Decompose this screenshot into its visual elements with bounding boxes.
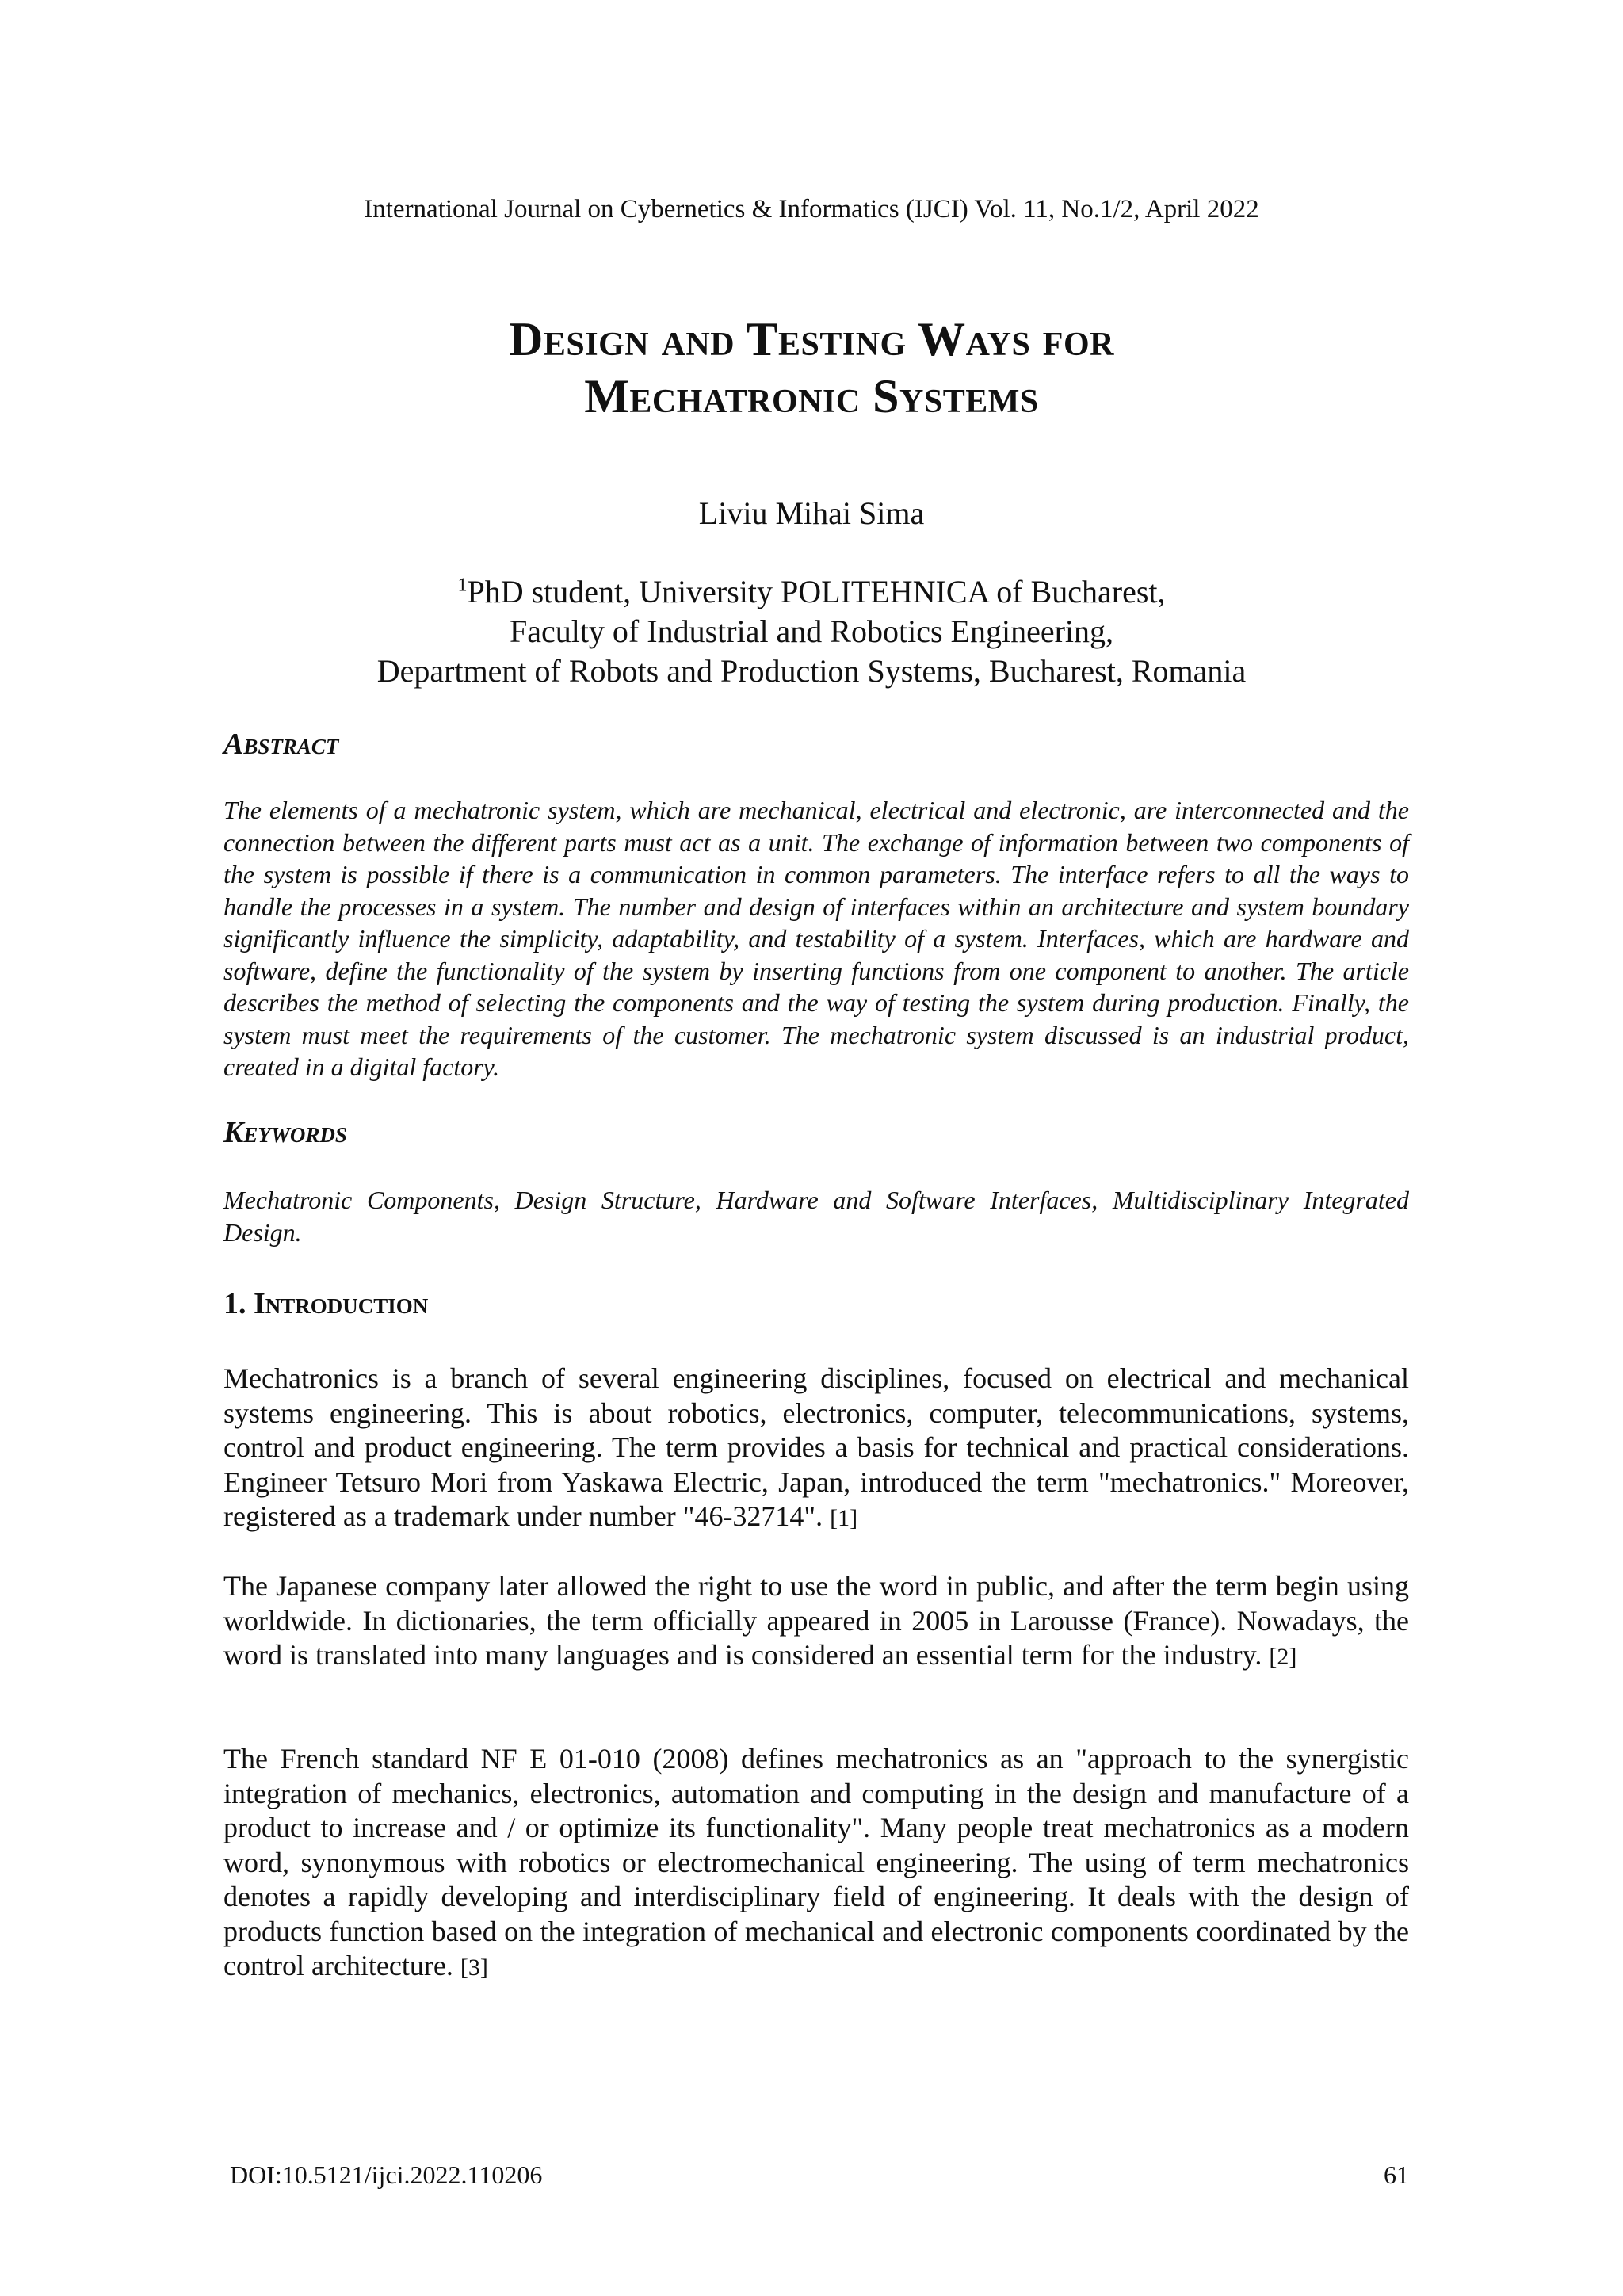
affiliation-line-3: Department of Robots and Production Systems, Bucharest, Romania	[376, 653, 1247, 689]
citation-3[interactable]: [3]	[460, 1954, 488, 1981]
intro-paragraph-3-text: The French standard NF E 01-010 (2008) defines mechatronics as an "approach to the synergistic integration of mechanics, electronics, automation and computing in the design and manufacture of a product to increase and / or optimize its functionality". Many people treat mechatronics as a modern word, synonymous with robotics or electromechanical engineering. The using of term mechatronics denotes a rapidly developing and interdisciplinary field of engineering. It deals with the design of products function based on the integration of mechanical and electronic components coordinated by the control architecture.	[223, 1743, 1409, 1981]
paper-title	[0, 311, 1623, 425]
running-header: International Journal on Cybernetics & Informatics (IJCI) Vol. 11, No.1/2, April 2022	[364, 195, 1259, 223]
page-number: 61	[1384, 2160, 1409, 2189]
title-line-2: Mechatronic Systems	[584, 370, 1039, 422]
intro-paragraph-3	[223, 1742, 1409, 1985]
affiliation-line-1	[0, 572, 1623, 612]
keywords-text: Mechatronic Components, Design Structure, Hardware and Software Interfaces, Multidisciplinary Integrated Design.	[223, 1186, 1409, 1247]
footer-doi: DOI:10.5121/ijci.2022.110206	[230, 2160, 543, 2189]
affiliation-line-1-text: PhD student, University POLITEHNICA of Bucharest,	[467, 574, 1166, 609]
abstract-text: The elements of a mechatronic system, which are mechanical, electrical and electronic, are interconnected and the connection between the different parts must act as a unit. The exchange of information between two components of the system is possible if there is a communication in common parameters. The interface refers to all the ways to handle the processes in a system. The number and design of interfaces within an architecture and system boundary significantly influence the simplicity, adaptability, and testability of a system. Interfaces, which are hardware and software, define the functionality of the system by inserting functions from one component to another. The article describes the method of selecting the components and the way of testing the system during production. Finally, the system must meet the requirements of the customer. The mechatronic system discussed is an industrial product, created in a digital factory.	[223, 796, 1409, 1081]
citation-2[interactable]: [2]	[1269, 1644, 1297, 1670]
affiliation-superscript: 1	[457, 575, 468, 596]
introduction-heading: 1. Introduction	[223, 1287, 429, 1320]
author-affiliation	[0, 572, 1623, 691]
keywords-heading: Keywords	[223, 1116, 347, 1149]
intro-paragraph-1-text: Mechatronics is a branch of several engineering disciplines, focused on electrical and mechanical systems engineering. This is about robotics, electronics, computer, telecommunications, systems, control and product engineering. The term provides a basis for technical and practical considerations. Engineer Tetsuro Mori from Yaskawa Electric, Japan, introduced the term "mechatronics." Moreover, registered as a trademark under number "46-32714".	[223, 1362, 1409, 1532]
intro-paragraph-2	[223, 1569, 1409, 1675]
author-name: Liviu Mihai Sima	[698, 495, 925, 531]
intro-paragraph-1	[223, 1362, 1409, 1536]
intro-paragraph-2-text: The Japanese company later allowed the right to use the word in public, and after the term begin using worldwide. In dictionaries, the term officially appeared in 2005 in Larousse (France). Nowadays, the word is translated into many languages and is considered an essential term for the industry.	[223, 1570, 1409, 1671]
abstract-heading: Abstract	[223, 728, 339, 761]
title-line-1: Design and Testing Ways for	[509, 313, 1114, 365]
affiliation-line-2: Faculty of Industrial and Robotics Engineering,	[509, 613, 1114, 649]
citation-1[interactable]: [1]	[830, 1505, 858, 1531]
